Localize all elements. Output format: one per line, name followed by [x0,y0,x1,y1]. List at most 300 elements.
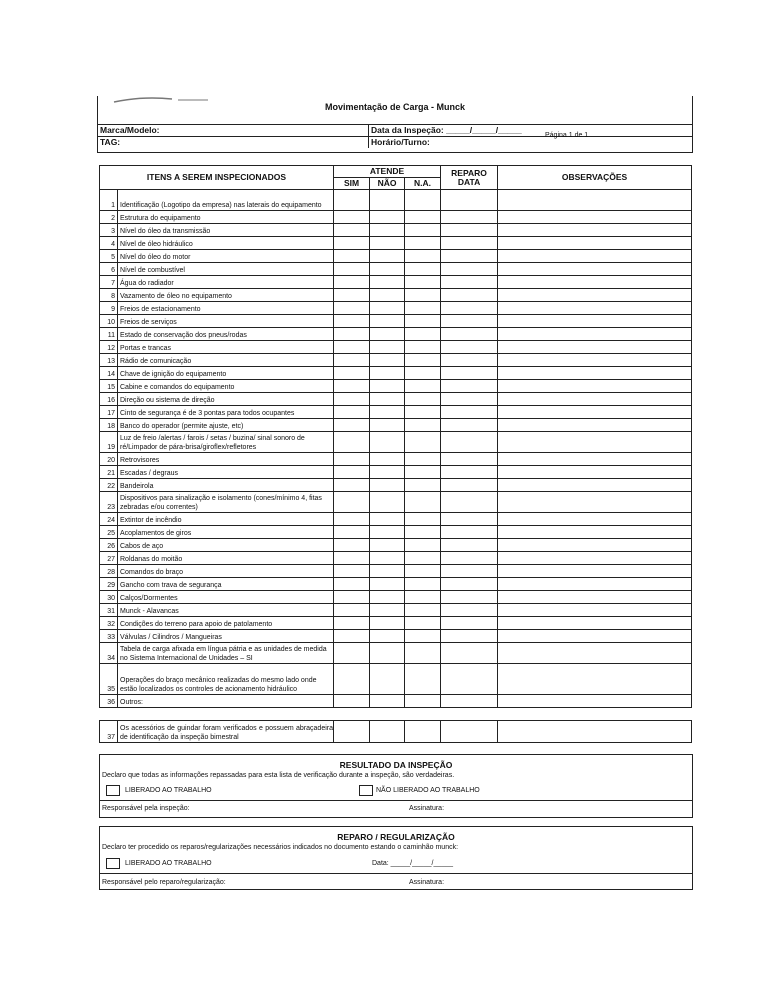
sim-cell[interactable] [334,664,370,695]
nao-cell[interactable] [370,643,405,664]
reparo-cell[interactable] [441,492,498,513]
obs-cell[interactable] [498,630,692,643]
row-item-label: Operações do braço mecânico realizadas do mesmo lado onde estão localizados os controles de acionamento hidráulico [118,664,334,695]
row-item-label: Cabine e comandos do equipamento [118,380,334,393]
sim-cell[interactable] [334,276,370,289]
row-number: 30 [100,591,118,604]
na-cell[interactable] [405,721,441,743]
row-item-label: Calços/Dormentes [118,591,334,604]
nao-liberado-checkbox[interactable] [359,785,373,796]
assinatura-inspecao-label: Assinatura: [409,805,445,812]
nao-cell[interactable] [370,211,405,224]
sim-cell[interactable] [334,250,370,263]
row-number: 13 [100,354,118,367]
table-row [100,190,692,211]
row-item-label: Identificação (Logotipo da empresa) nas laterais do equipamento [118,190,334,211]
na-cell[interactable] [405,643,441,664]
nao-cell[interactable] [370,432,405,453]
table-row [100,406,692,419]
row-item-label: Portas e trancas [118,341,334,354]
row-number: 18 [100,419,118,432]
reparo-section [99,826,693,890]
table-row [100,617,692,630]
na-cell[interactable] [405,263,441,276]
obs-cell[interactable] [498,565,692,578]
na-cell[interactable] [405,565,441,578]
table-row [100,393,692,406]
reparo-data-field[interactable]: Data: _____/_____/_____ [372,860,453,867]
nao-cell[interactable] [370,380,405,393]
row-item-label: Chave de ignição do equipamento [118,367,334,380]
reparo-liberado-label: LIBERADO AO TRABALHO [125,860,212,867]
obs-cell[interactable] [498,578,692,591]
row-number: 14 [100,367,118,380]
nao-cell[interactable] [370,526,405,539]
reparo-cell[interactable] [441,276,498,289]
nao-cell[interactable] [370,367,405,380]
nao-cell[interactable] [370,565,405,578]
row-number: 12 [100,341,118,354]
col-na-header: N.A. [405,178,441,190]
row-item-label: Escadas / degraus [118,466,334,479]
resultado-title: RESULTADO DA INSPEÇÃO [339,760,453,770]
row-item-label: Acoplamentos de giros [118,526,334,539]
na-cell[interactable] [405,453,441,466]
form-title: Movimentação de Carga - Munck [324,102,466,112]
nao-cell[interactable] [370,328,405,341]
sim-cell[interactable] [334,367,370,380]
table-row [100,578,692,591]
table-row [100,211,692,224]
header-row-2 [98,136,692,148]
sim-cell[interactable] [334,617,370,630]
reparo-cell[interactable] [441,539,498,552]
row-number: 17 [100,406,118,419]
sim-cell[interactable] [334,565,370,578]
table-row [100,380,692,393]
reparo-cell[interactable] [441,406,498,419]
row-item-label: Cabos de aço [118,539,334,552]
sim-cell[interactable] [334,263,370,276]
nao-cell[interactable] [370,393,405,406]
na-cell[interactable] [405,617,441,630]
reparo-cell[interactable] [441,552,498,565]
row-number: 8 [100,289,118,302]
na-cell[interactable] [405,211,441,224]
form-header [97,96,693,153]
col-items-header: ITENS A SEREM INSPECIONADOS [100,166,334,190]
nao-liberado-label: NÃO LIBERADO AO TRABALHO [376,787,480,794]
na-cell[interactable] [405,419,441,432]
na-cell[interactable] [405,479,441,492]
row-number: 20 [100,453,118,466]
tag-label: TAG: [100,137,121,147]
row-number: 19 [100,432,118,453]
na-cell[interactable] [405,695,441,708]
nao-cell[interactable] [370,302,405,315]
reparo-cell[interactable] [441,578,498,591]
resultado-declaro: Declaro que todas as informações repassadas para esta lista de verificação durante a inspeção, são verdadeiras. [102,772,455,779]
na-cell[interactable] [405,406,441,419]
nao-cell[interactable] [370,341,405,354]
table-row [100,643,692,664]
na-cell[interactable] [405,552,441,565]
row-item-label: Válvulas / Cilindros / Mangueiras [118,630,334,643]
sim-cell[interactable] [334,466,370,479]
obs-cell[interactable] [498,453,692,466]
reparo-cell[interactable] [441,237,498,250]
obs-cell[interactable] [498,492,692,513]
row-number: 5 [100,250,118,263]
row-number: 15 [100,380,118,393]
obs-cell[interactable] [498,211,692,224]
nao-cell[interactable] [370,578,405,591]
obs-cell[interactable] [498,315,692,328]
nao-cell[interactable] [370,479,405,492]
row-number: 4 [100,237,118,250]
sim-cell[interactable] [334,289,370,302]
row-number: 32 [100,617,118,630]
obs-cell[interactable] [498,721,692,743]
sim-cell[interactable] [334,643,370,664]
sim-cell[interactable] [334,721,370,743]
col-nao-header: NÃO [370,178,405,190]
sim-cell[interactable] [334,539,370,552]
reparo-cell[interactable] [441,591,498,604]
obs-cell[interactable] [498,250,692,263]
row-item-label: Gancho com trava de segurança [118,578,334,591]
nao-cell[interactable] [370,664,405,695]
na-cell[interactable] [405,289,441,302]
na-cell[interactable] [405,466,441,479]
sim-cell[interactable] [334,302,370,315]
na-cell[interactable] [405,539,441,552]
table-row [100,664,692,695]
nao-cell[interactable] [370,513,405,526]
table-row [100,526,692,539]
table-row [100,552,692,565]
reparo-cell[interactable] [441,419,498,432]
table-row [100,367,692,380]
table-row [100,289,692,302]
table-row [100,419,692,432]
row-number: 9 [100,302,118,315]
obs-cell[interactable] [498,664,692,695]
reparo-cell[interactable] [441,190,498,211]
sim-cell[interactable] [334,604,370,617]
row-item-label: Dispositivos para sinalização e isolamento (cones/mínimo 4, fitas zebradas e/ou correntes) [118,492,334,513]
sim-cell[interactable] [334,479,370,492]
row-number: 1 [100,190,118,211]
na-cell[interactable] [405,237,441,250]
row-item-label: Estrutura do equipamento [118,211,334,224]
table-row [100,250,692,263]
na-cell[interactable] [405,224,441,237]
na-cell[interactable] [405,380,441,393]
row-item-label: Água do radiador [118,276,334,289]
row-item-label: Rádio de comunicação [118,354,334,367]
row-number: 36 [100,695,118,708]
sim-cell[interactable] [334,432,370,453]
row-item-label: Freios de serviços [118,315,334,328]
obs-cell[interactable] [498,539,692,552]
nao-cell[interactable] [370,406,405,419]
na-cell[interactable] [405,354,441,367]
obs-cell[interactable] [498,341,692,354]
reparo-cell[interactable] [441,565,498,578]
nao-cell[interactable] [370,617,405,630]
reparo-cell[interactable] [441,630,498,643]
sim-cell[interactable] [334,380,370,393]
reparo-cell[interactable] [441,341,498,354]
sim-cell[interactable] [334,406,370,419]
nao-cell[interactable] [370,237,405,250]
na-cell[interactable] [405,276,441,289]
obs-cell[interactable] [498,237,692,250]
sim-cell[interactable] [334,695,370,708]
obs-cell[interactable] [498,302,692,315]
sim-cell[interactable] [334,211,370,224]
reparo-cell[interactable] [441,354,498,367]
obs-cell[interactable] [498,354,692,367]
na-cell[interactable] [405,526,441,539]
nao-cell[interactable] [370,190,405,211]
table-row [100,479,692,492]
row-item-label: Bandeirola [118,479,334,492]
sim-cell[interactable] [334,513,370,526]
reparo-cell[interactable] [441,328,498,341]
nao-cell[interactable] [370,276,405,289]
header-row-1 [98,124,692,136]
reparo-cell[interactable] [441,380,498,393]
na-cell[interactable] [405,513,441,526]
table-row [100,276,692,289]
col-atende-header: ATENDE [334,166,441,178]
table-row [100,539,692,552]
reparo-cell[interactable] [441,466,498,479]
reparo-cell[interactable] [441,263,498,276]
obs-cell[interactable] [498,367,692,380]
sim-cell[interactable] [334,328,370,341]
na-cell[interactable] [405,393,441,406]
marca-modelo-label: Marca/Modelo: [100,125,160,135]
inspection-table [99,165,692,708]
row-number: 25 [100,526,118,539]
na-cell[interactable] [405,432,441,453]
reparo-cell[interactable] [441,302,498,315]
na-cell[interactable] [405,578,441,591]
obs-cell[interactable] [498,406,692,419]
reparo-cell[interactable] [441,664,498,695]
sim-cell[interactable] [334,591,370,604]
row-number: 11 [100,328,118,341]
obs-cell[interactable] [498,393,692,406]
obs-cell[interactable] [498,263,692,276]
sim-cell[interactable] [334,552,370,565]
data-inspecao-field[interactable]: Data da Inspeção: _____/_____/_____ [371,125,522,135]
na-cell[interactable] [405,367,441,380]
obs-cell[interactable] [498,466,692,479]
row-37-table [99,720,692,743]
sim-cell[interactable] [334,341,370,354]
table-row [100,453,692,466]
table-row [100,341,692,354]
na-cell[interactable] [405,341,441,354]
row-number: 23 [100,492,118,513]
table-row [100,604,692,617]
row-item-label: Comandos do braço [118,565,334,578]
nao-cell[interactable] [370,315,405,328]
obs-cell[interactable] [498,328,692,341]
na-cell[interactable] [405,328,441,341]
row-item-label: Vazamento de óleo no equipamento [118,289,334,302]
reparo-cell[interactable] [441,211,498,224]
row-item-label: Estado de conservação dos pneus/rodas [118,328,334,341]
reparo-cell[interactable] [441,432,498,453]
na-cell[interactable] [405,630,441,643]
sim-cell[interactable] [334,315,370,328]
responsavel-inspecao-label: Responsável pela inspeção: [102,805,190,812]
reparo-cell[interactable] [441,721,498,743]
obs-cell[interactable] [498,617,692,630]
obs-cell[interactable] [498,190,692,211]
na-cell[interactable] [405,250,441,263]
nao-cell[interactable] [370,695,405,708]
sim-cell[interactable] [334,492,370,513]
row-number: 35 [100,664,118,695]
nao-cell[interactable] [370,250,405,263]
na-cell[interactable] [405,302,441,315]
obs-cell[interactable] [498,224,692,237]
col-reparo-label: REPARO DATA [451,167,487,187]
sim-cell[interactable] [334,630,370,643]
nao-cell[interactable] [370,591,405,604]
nao-cell[interactable] [370,354,405,367]
reparo-cell[interactable] [441,643,498,664]
obs-cell[interactable] [498,432,692,453]
sim-cell[interactable] [334,393,370,406]
reparo-cell[interactable] [441,250,498,263]
nao-cell[interactable] [370,539,405,552]
na-cell[interactable] [405,664,441,695]
reparo-cell[interactable] [441,315,498,328]
sim-cell[interactable] [334,578,370,591]
reparo-title: REPARO / REGULARIZAÇÃO [337,832,455,842]
sim-cell[interactable] [334,419,370,432]
reparo-cell[interactable] [441,453,498,466]
nao-cell[interactable] [370,453,405,466]
table-row [100,513,692,526]
sim-cell[interactable] [334,190,370,211]
horario-turno-label: Horário/Turno: [371,137,430,147]
obs-cell[interactable] [498,419,692,432]
reparo-cell[interactable] [441,695,498,708]
na-cell[interactable] [405,492,441,513]
nao-cell[interactable] [370,552,405,565]
table-row [100,695,692,708]
reparo-liberado-checkbox[interactable] [106,858,120,869]
row-number: 26 [100,539,118,552]
row-number: 31 [100,604,118,617]
obs-cell[interactable] [498,591,692,604]
row-number: 7 [100,276,118,289]
row-item-label: Nível do óleo da transmissão [118,224,334,237]
table-row [100,591,692,604]
reparo-cell[interactable] [441,526,498,539]
na-cell[interactable] [405,315,441,328]
page-number: Página 1 de 1 [545,132,589,139]
na-cell[interactable] [405,604,441,617]
liberado-label: LIBERADO AO TRABALHO [125,787,212,794]
liberado-checkbox[interactable] [106,785,120,796]
reparo-cell[interactable] [441,479,498,492]
col-reparo-header [441,166,498,190]
row-item-label: Extintor de incêndio [118,513,334,526]
reparo-cell[interactable] [441,224,498,237]
resultado-section [99,754,693,818]
sim-cell[interactable] [334,453,370,466]
obs-cell[interactable] [498,526,692,539]
row-number: 16 [100,393,118,406]
reparo-cell[interactable] [441,393,498,406]
obs-cell[interactable] [498,604,692,617]
row-number: 6 [100,263,118,276]
obs-cell[interactable] [498,513,692,526]
obs-cell[interactable] [498,479,692,492]
nao-cell[interactable] [370,263,405,276]
table-row [100,263,692,276]
nao-cell[interactable] [370,224,405,237]
table-row [100,302,692,315]
obs-cell[interactable] [498,380,692,393]
row-number: 29 [100,578,118,591]
sim-cell[interactable] [334,237,370,250]
nao-cell[interactable] [370,630,405,643]
row-item-label: Outros: [118,695,334,708]
sim-cell[interactable] [334,224,370,237]
obs-cell[interactable] [498,276,692,289]
row-item-label: Banco do operador (permite ajuste, etc) [118,419,334,432]
table-row [100,237,692,250]
reparo-cell[interactable] [441,617,498,630]
nao-cell[interactable] [370,604,405,617]
nao-cell[interactable] [370,466,405,479]
row-number: 34 [100,643,118,664]
obs-cell[interactable] [498,289,692,302]
sim-cell[interactable] [334,354,370,367]
row-number: 22 [100,479,118,492]
na-cell[interactable] [405,591,441,604]
obs-cell[interactable] [498,643,692,664]
nao-cell[interactable] [370,492,405,513]
table-row [100,630,692,643]
sim-cell[interactable] [334,526,370,539]
row-number: 37 [100,721,118,743]
row-item-label: Retrovisores [118,453,334,466]
reparo-cell[interactable] [441,367,498,380]
obs-cell[interactable] [498,695,692,708]
reparo-cell[interactable] [441,513,498,526]
reparo-cell[interactable] [441,289,498,302]
nao-cell[interactable] [370,419,405,432]
na-cell[interactable] [405,190,441,211]
reparo-cell[interactable] [441,604,498,617]
row-item-label: Freios de estacionamento [118,302,334,315]
obs-cell[interactable] [498,552,692,565]
nao-cell[interactable] [370,721,405,743]
table-row [100,328,692,341]
nao-cell[interactable] [370,289,405,302]
